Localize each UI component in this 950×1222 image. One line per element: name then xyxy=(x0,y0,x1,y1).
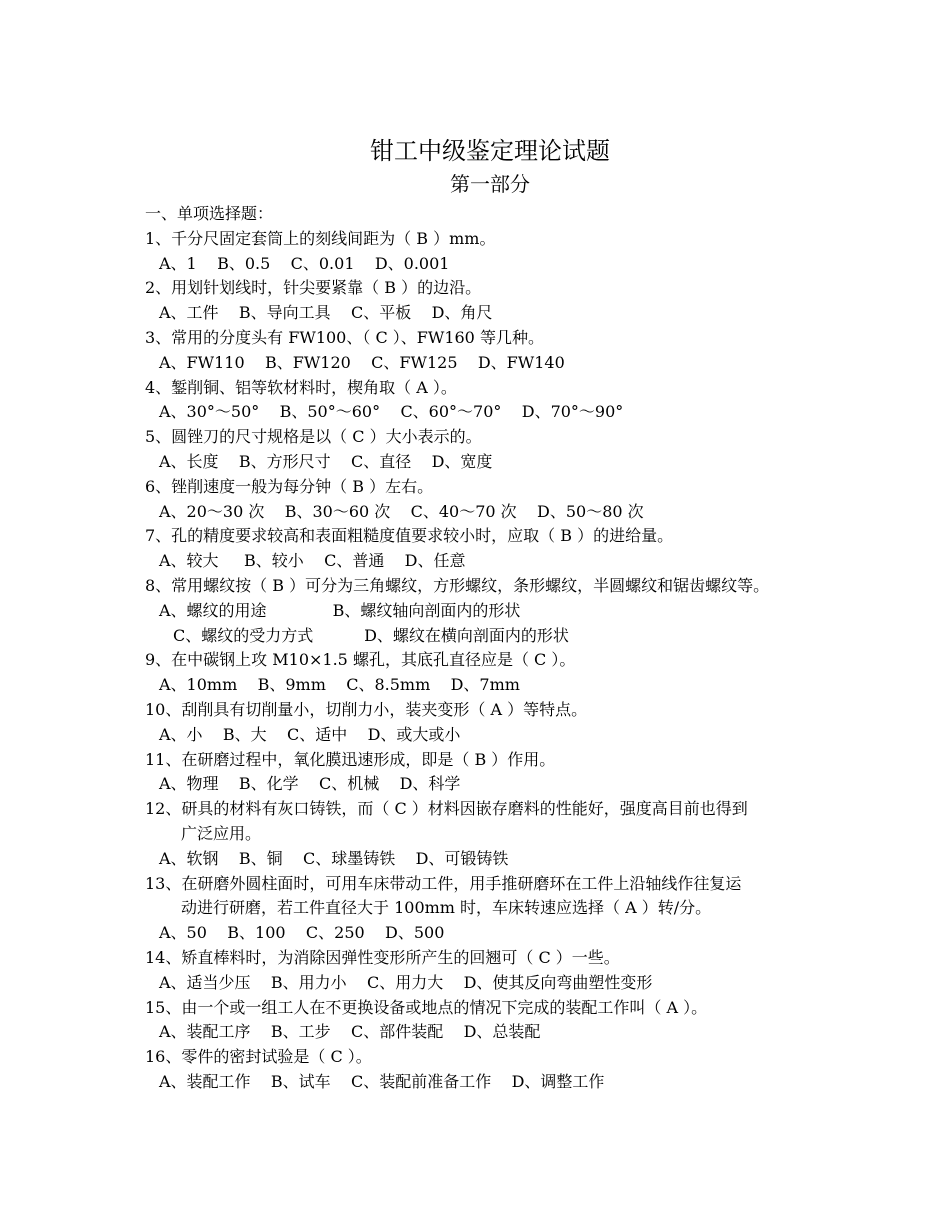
question-text: 11、在研磨过程中，氧化膜迅速形成，即是（ B ）作用。 xyxy=(145,749,556,769)
answer-options: A、工件 B、导向工具 C、平板 D、角尺 xyxy=(159,303,493,323)
question-text: 5、圆锉刀的尺寸规格是以（ C ）大小表示的。 xyxy=(145,427,482,447)
question-text: 16、零件的密封试验是（ C ）。 xyxy=(145,1047,372,1067)
answer-options: A、长度 B、方形尺寸 C、直径 D、宽度 xyxy=(159,451,493,471)
answer-options: A、软钢 B、铜 C、球墨铸铁 D、可锻铸铁 xyxy=(159,848,509,868)
question-text: 6、锉削速度一般为每分钟（ B ）左右。 xyxy=(145,476,434,496)
answer-options: A、10mm B、9mm C、8.5mm D、7mm xyxy=(159,675,520,695)
question-text: 9、在中碳钢上攻 M10×1.5 螺孔，其底孔直径应是（ C ）。 xyxy=(145,650,576,670)
answer-options: A、30°～50° B、50°～60° C、60°～70° D、70°～90° xyxy=(159,402,624,422)
question-text-continued xyxy=(145,822,845,847)
question-text: 14、矫直棒料时，为消除因弹性变形所产生的回翘可（ C ）一些。 xyxy=(145,947,620,967)
document-page xyxy=(145,134,845,1095)
question-continuation: 动进行研磨，若工件直径大于 100mm 时，车床转速应选择（ A ）转/分。 xyxy=(181,898,712,918)
section-heading: 一、单项选择题： xyxy=(145,204,274,223)
question-list xyxy=(145,227,845,1095)
question-text: 1、千分尺固定套筒上的刻线间距为（ B ）mm。 xyxy=(145,228,496,248)
question-text: 12、研具的材料有灰口铸铁，而（ C ）材料因嵌存磨料的性能好，强度高目前也得到 xyxy=(145,799,748,819)
answer-options: A、适当少压 B、用力小 C、用力大 D、使其反向弯曲塑性变形 xyxy=(159,972,653,992)
question-text: 15、由一个或一组工人在不更换设备或地点的情况下完成的装配工作叫（ A ）。 xyxy=(145,997,708,1017)
answer-options: A、装配工序 B、工步 C、部件装配 D、总装配 xyxy=(159,1022,541,1042)
question-text: 13、在研磨外圆柱面时，可用车床带动工件，用手推研磨环在工件上沿轴线作往复运 xyxy=(145,873,742,893)
question-text: 4、錾削铜、铝等软材料时，楔角取（ A ）。 xyxy=(145,377,457,397)
question-text: 7、孔的精度要求较高和表面粗糙度值要求较小时，应取（ B ）的进给量。 xyxy=(145,526,674,546)
answer-options: A、1 B、0.5 C、0.01 D、0.001 xyxy=(159,253,450,273)
answer-options: A、50 B、100 C、250 D、500 xyxy=(159,923,445,943)
question-text: 3、常用的分度头有 FW100、（ C ）、FW160 等几种。 xyxy=(145,327,544,347)
answer-options: A、较大 B、较小 C、普通 D、任意 xyxy=(159,551,466,571)
answer-options: A、小 B、大 C、适中 D、或大或小 xyxy=(159,724,461,744)
answer-options: A、FW110 B、FW120 C、FW125 D、FW140 xyxy=(159,352,565,372)
answer-options: C、螺纹的受力方式 D、螺纹在横向剖面内的形状 xyxy=(173,625,569,645)
document-subtitle: 第一部分 xyxy=(450,172,530,196)
answer-options: A、螺纹的用途 B、螺纹轴向剖面内的形状 xyxy=(159,600,521,620)
document-title: 钳工中级鉴定理论试题 xyxy=(370,137,610,165)
question-text: 2、用划针划线时，针尖要紧靠（ B ）的边沿。 xyxy=(145,278,482,298)
answer-options: A、20～30 次 B、30～60 次 C、40～70 次 D、50～80 次 xyxy=(159,501,644,521)
question-continuation: 广泛应用。 xyxy=(181,823,262,843)
question-text-continued xyxy=(145,896,845,921)
question-text: 8、常用螺纹按（ B ）可分为三角螺纹，方形螺纹，条形螺纹，半圆螺纹和锯齿螺纹等。 xyxy=(145,575,770,595)
question-text: 10、刮削具有切削量小，切削力小，装夹变形（ A ）等特点。 xyxy=(145,699,588,719)
answer-options: A、物理 B、化学 C、机械 D、科学 xyxy=(159,774,461,794)
answer-options: A、装配工作 B、试车 C、装配前准备工作 D、调整工作 xyxy=(159,1071,605,1091)
